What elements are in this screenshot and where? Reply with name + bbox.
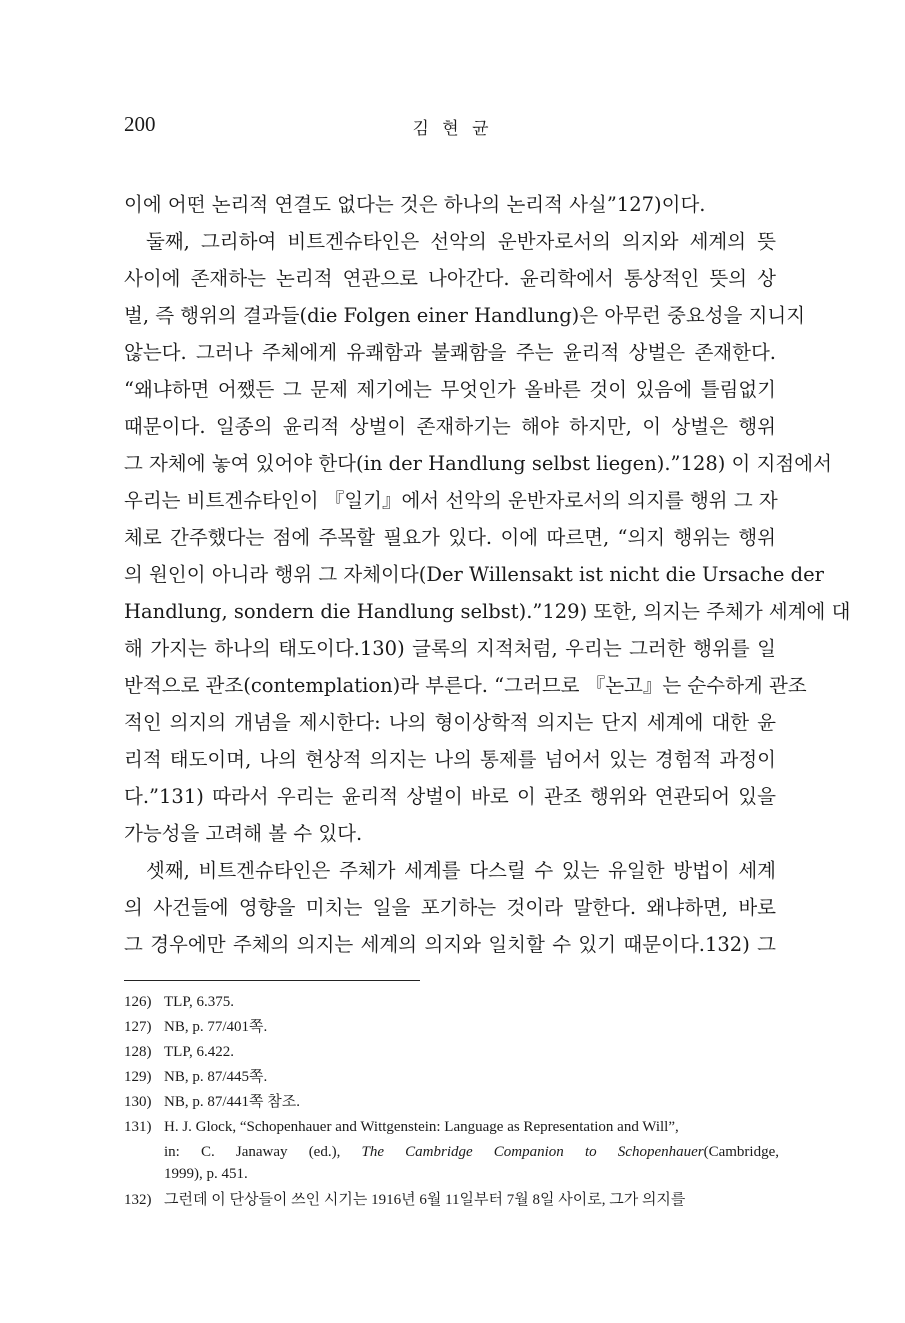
body-line: 반적으로 관조(contemplation)라 부른다. “그러므로 『논고』는 순수하게 관조	[124, 674, 807, 697]
footnote	[124, 1042, 779, 1062]
footnote	[124, 1067, 779, 1087]
footnote	[124, 1092, 779, 1112]
running-head-author: 김 현 균	[412, 119, 493, 139]
body-line: Handlung, sondern die Handlung selbst).”129) 또한, 의지는 주체가 세계에 대	[124, 600, 851, 623]
footnote-continuation	[164, 1164, 779, 1184]
footnote-text: 그런데 이 단상들이 쓰인 시기는 1916년 6월 11일부터 7월 8일 사이로, 그가 의지를	[164, 1192, 686, 1208]
body-line: “왜냐하면 어쨌든 그 문제 제기에는 무엇인가 올바른 것이 있음에 틀림없기	[124, 378, 776, 401]
footnote-number: 130)	[124, 1094, 152, 1110]
body-line: 사이에 존재하는 논리적 연관으로 나아간다. 윤리학에서 통상적인 뜻의 상	[124, 267, 776, 290]
body-line: 의 원인이 아니라 행위 그 자체이다(Der Willensakt ist nicht die Ursache der	[124, 563, 825, 586]
footnote-text: NB, p. 87/445쪽.	[164, 1069, 268, 1085]
footnote-separator	[124, 980, 420, 981]
body-line: 때문이다. 일종의 윤리적 상벌이 존재하기는 해야 하지만, 이 상벌은 행위	[124, 415, 776, 438]
footnote-number: 126)	[124, 994, 152, 1010]
body-line: 벌, 즉 행위의 결과들(die Folgen einer Handlung)은 아무런 중요성을 지니지	[124, 304, 806, 327]
footnote-number: 128)	[124, 1044, 152, 1060]
footnote-number: 131)	[124, 1119, 152, 1135]
footnote-text: H. J. Glock, “Schopenhauer and Wittgenstein: Language as Representation and Will”,	[164, 1119, 679, 1135]
footnote-number: 132)	[124, 1192, 152, 1208]
body-line: 해 가지는 하나의 태도이다.130) 글록의 지적처럼, 우리는 그러한 행위를 일	[124, 637, 776, 660]
body-line: 체로 간주했다는 점에 주목할 필요가 있다. 이에 따르면, “의지 행위는 행위	[124, 526, 776, 549]
body-line: 않는다. 그러나 주체에게 유쾌함과 불쾌함을 주는 윤리적 상벌은 존재한다.	[124, 341, 776, 364]
body-line: 가능성을 고려해 볼 수 있다.	[124, 822, 363, 845]
footnote	[124, 992, 779, 1012]
body-line: 다.”131) 따라서 우리는 윤리적 상벌이 바로 이 관조 행위와 연관되어 있을	[124, 785, 776, 808]
footnote	[124, 1017, 779, 1037]
book-title: The Cambridge Companion to Schopenhauer	[361, 1144, 704, 1160]
body-line: 적인 의지의 개념을 제시한다: 나의 형이상학적 의지는 단지 세계에 대한 윤	[124, 711, 776, 734]
body-line: 둘째, 그리하여 비트겐슈타인은 선악의 운반자로서의 의지와 세계의 뜻	[146, 230, 776, 253]
footnote	[124, 1117, 779, 1137]
footnote-text: TLP, 6.375.	[164, 994, 235, 1010]
footnote-text: NB, p. 87/441쪽 참조.	[164, 1094, 300, 1110]
footnote-text: in: C. Janaway (ed.),	[164, 1144, 362, 1160]
footnote-text: NB, p. 77/401쪽.	[164, 1019, 268, 1035]
footnote-number: 129)	[124, 1069, 152, 1085]
body-line: 셋째, 비트겐슈타인은 주체가 세계를 다스릴 수 있는 유일한 방법이 세계	[146, 859, 776, 882]
body-line: 우리는 비트겐슈타인이 『일기』에서 선악의 운반자로서의 의지를 행위 그 자	[124, 489, 778, 512]
footnote-text: 1999), p. 451.	[164, 1166, 248, 1182]
body-line: 그 자체에 놓여 있어야 한다(in der Handlung selbst liegen).”128) 이 지점에서	[124, 452, 832, 475]
body-line: 이에 어떤 논리적 연결도 없다는 것은 하나의 논리적 사실”127)이다.	[124, 193, 706, 216]
body-line: 그 경우에만 주체의 의지는 세계의 의지와 일치할 수 있기 때문이다.132) 그	[124, 933, 776, 956]
footnote-number: 127)	[124, 1019, 152, 1035]
footnote-text: (Cambridge,	[703, 1144, 779, 1160]
page-number: 200	[124, 112, 156, 136]
body-line: 리적 태도이며, 나의 현상적 의지는 나의 통제를 넘어서 있는 경험적 과정이	[124, 748, 776, 771]
body-line: 의 사건들에 영향을 미치는 일을 포기하는 것이라 말한다. 왜냐하면, 바로	[124, 896, 776, 919]
footnote-continuation	[164, 1142, 779, 1162]
footnote	[124, 1190, 779, 1210]
footnote-text: TLP, 6.422.	[164, 1044, 235, 1060]
